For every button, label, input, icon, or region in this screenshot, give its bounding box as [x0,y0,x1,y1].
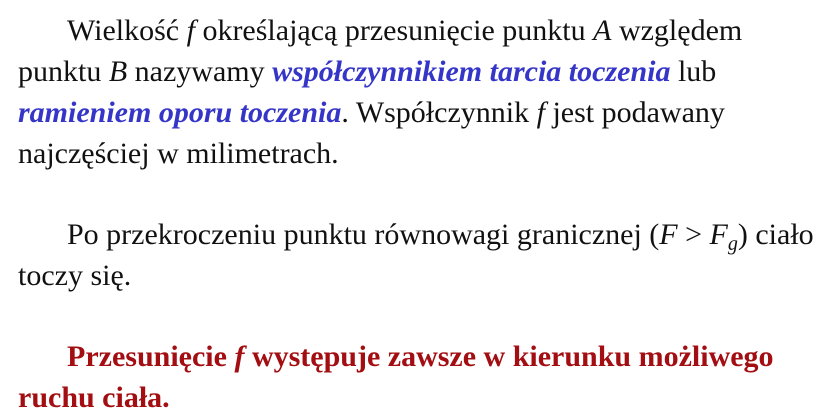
symbol-f-force: F [659,218,678,251]
text-segment: określającą przesunięcie punktu [194,14,594,47]
paragraph-emphasis [18,336,818,418]
text-segment: lub [670,55,717,88]
symbol-f-limit: F [709,218,728,251]
symbol-f: f [234,340,245,373]
document-body [18,10,818,418]
text-segment: Przesunięcie [67,340,235,373]
text-segment: . Współczynnik [341,96,537,129]
symbol-f: f [186,14,195,47]
text-segment: występuje zawsze w kierunku możliwego ruchu ciała. [18,340,774,414]
text-segment: Wielkość [67,14,187,47]
paragraph-definition [18,10,818,174]
text-segment: Po przekroczeniu punktu równowagi granicznej ( [67,218,660,251]
greater-than-sign: > [677,218,710,251]
paragraph-equilibrium [18,214,818,296]
term-rolling-resistance-arm: ramieniem oporu toczenia [18,96,342,129]
text-segment: względem punktu [18,14,743,88]
symbol-f: f [536,96,545,129]
text-segment: jest podawany najczęściej w milimetrach. [18,96,725,170]
symbol-a: A [593,14,612,47]
subscript-g: g [727,233,738,255]
symbol-b: B [108,55,128,88]
text-segment: nazywamy [127,55,273,88]
text-segment: ) ciało toczy się. [18,218,814,292]
term-rolling-friction-coefficient: współczynnikiem tarcia toczenia [272,55,671,88]
